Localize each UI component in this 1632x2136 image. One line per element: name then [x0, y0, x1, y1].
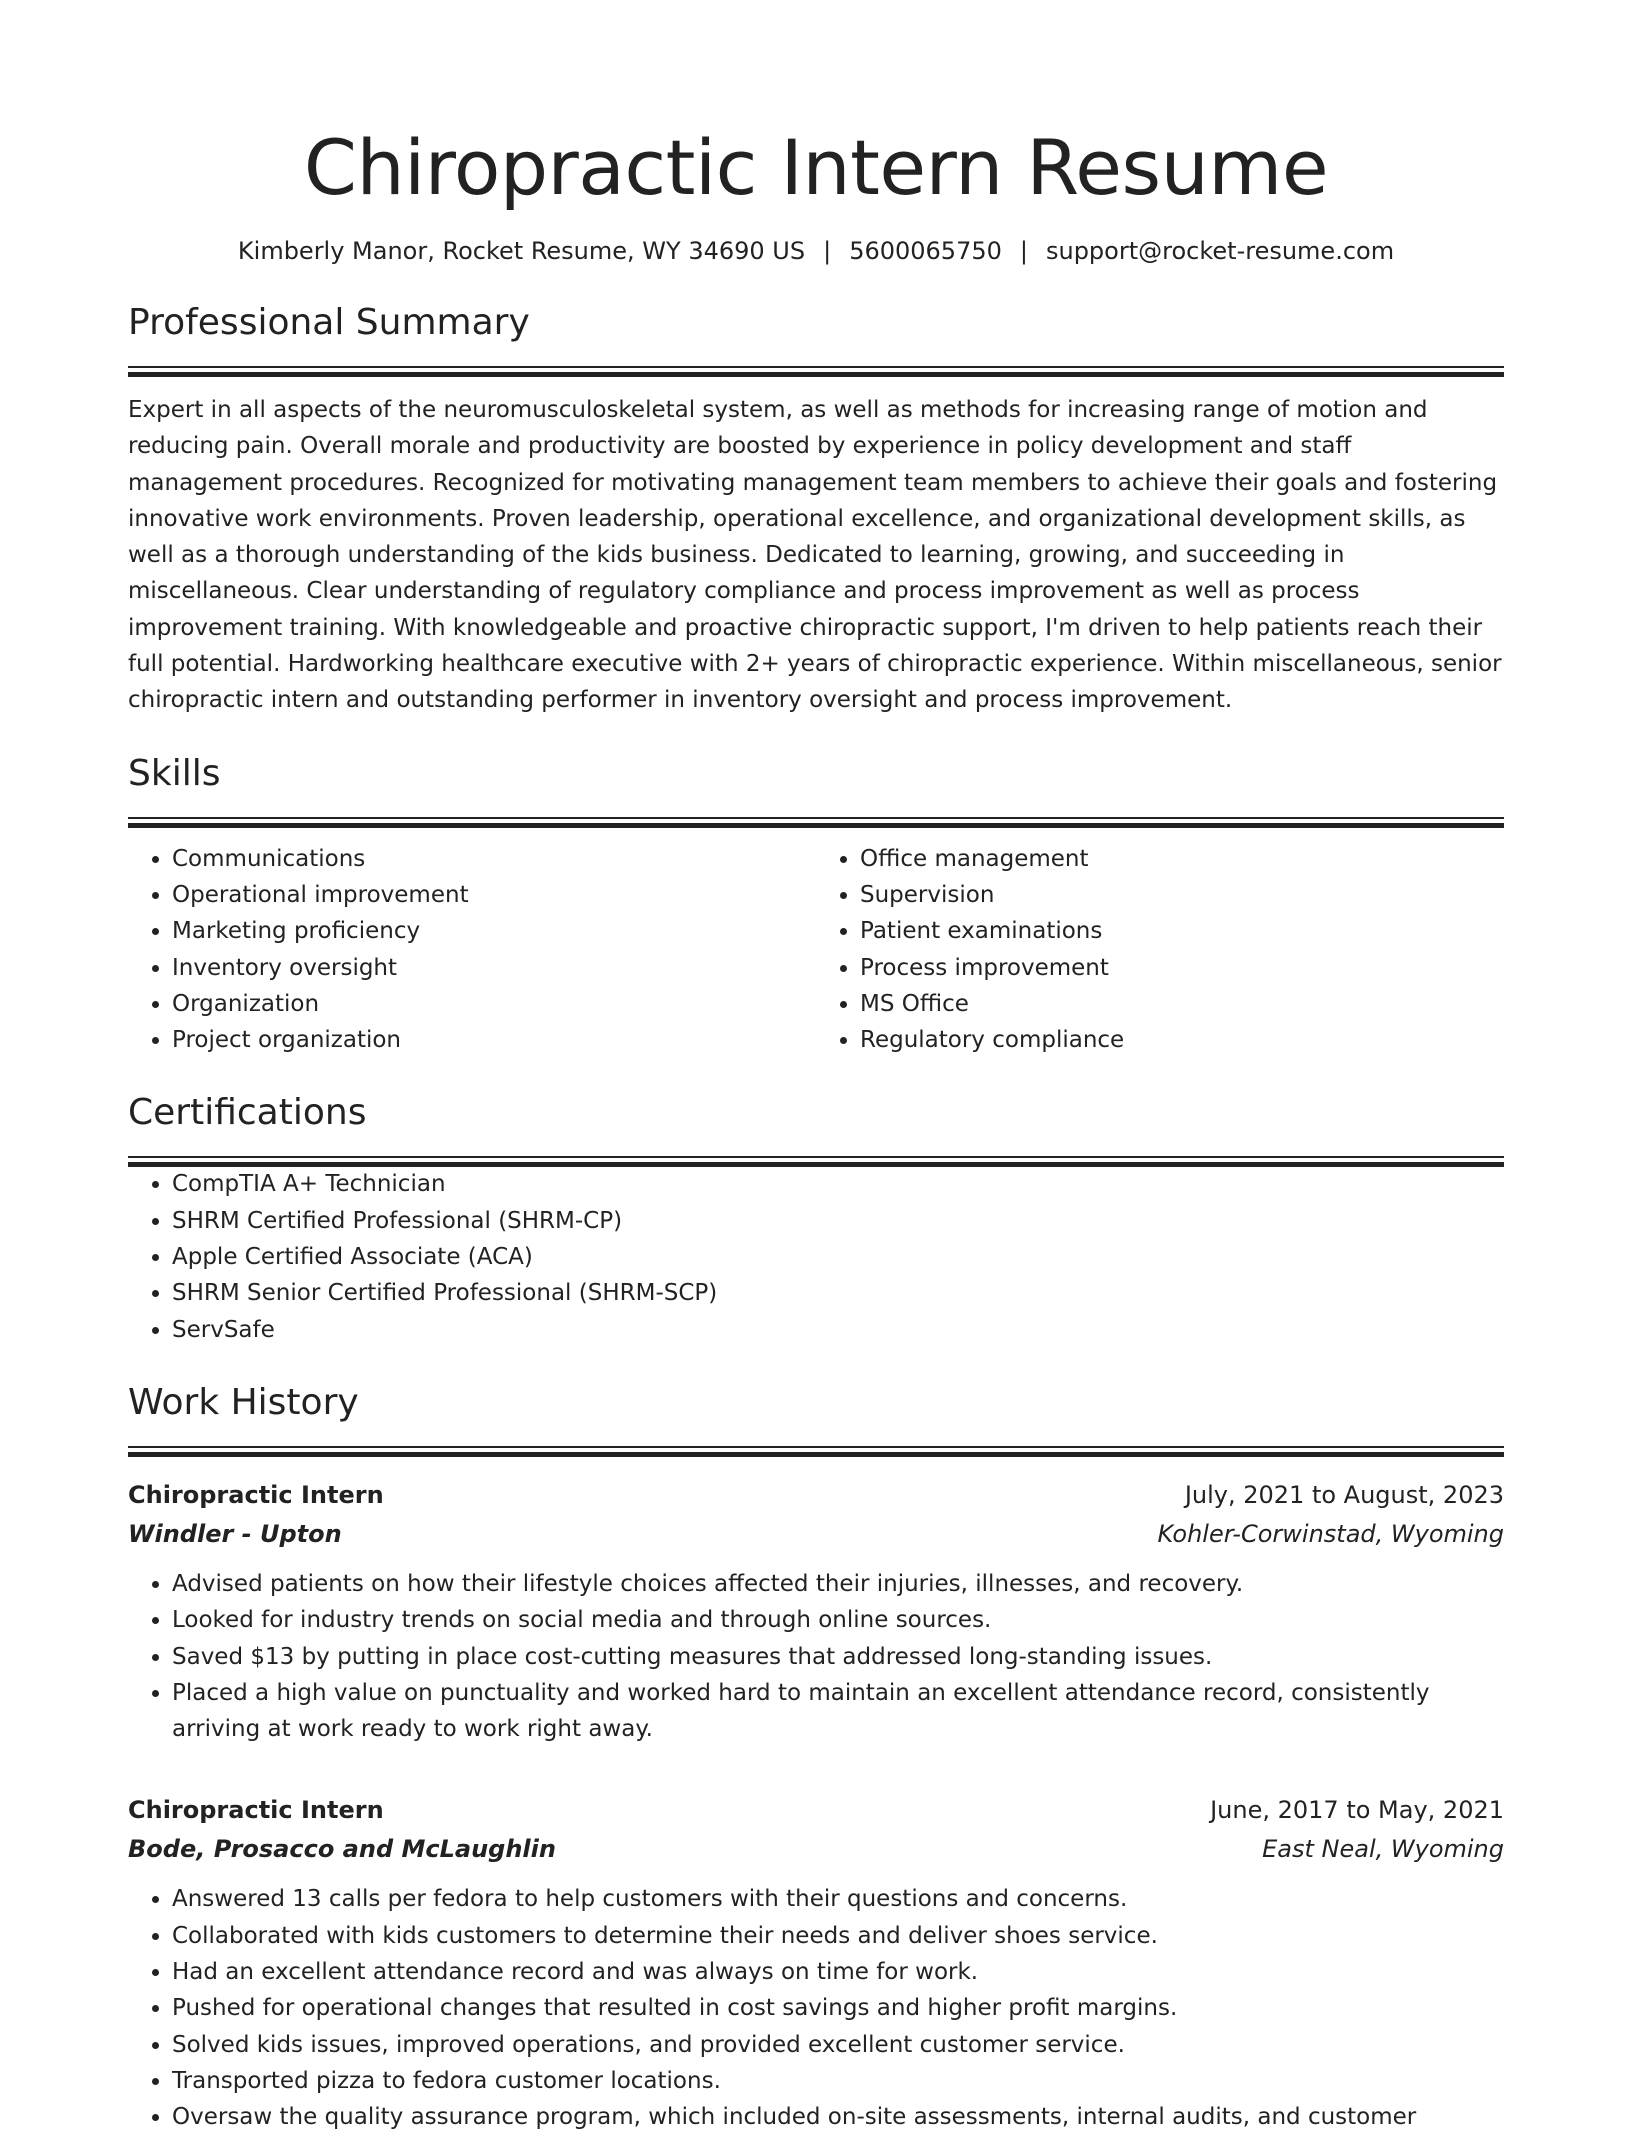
skills-list-right: [816, 841, 1504, 1059]
job-entry: [128, 1476, 1504, 1747]
job-duty-item: • Saved $13 by putting in place cost-cutting measures that addressed long-standing issues.: [172, 1639, 1504, 1675]
skill-item: • Operational improvement: [172, 877, 816, 913]
skill-item: • Marketing proficiency: [172, 913, 816, 949]
job-dates: July, 2021 to August, 2023: [1184, 1480, 1504, 1509]
section-divider: [128, 1446, 1504, 1456]
job-duty-item: • Had an excellent attendance record and was always on time for work.: [172, 1954, 1504, 1990]
professional-summary-section: [128, 298, 1504, 719]
resume-title: Chiropractic Intern Resume: [303, 123, 1329, 212]
contact-line: [128, 234, 1504, 268]
contact-email: support@rocket-resume.com: [1045, 237, 1395, 265]
skill-item: • Inventory oversight: [172, 950, 816, 986]
section-heading: Certifications: [128, 1092, 367, 1134]
certification-item: • SHRM Certified Professional (SHRM-CP): [172, 1203, 1504, 1239]
skill-item: • Process improvement: [860, 950, 1504, 986]
contact-separator: |: [1019, 237, 1028, 265]
job-duty-item: • Advised patients on how their lifestyle choices affected their injuries, illnesses, and recovery.: [172, 1566, 1504, 1602]
job-company: Bode, Prosacco and McLaughlin: [128, 1835, 556, 1864]
job-location: East Neal, Wyoming: [1262, 1835, 1504, 1864]
job-company-row: [128, 1830, 1504, 1869]
section-heading: Work History: [128, 1381, 359, 1423]
job-duty-item: • Looked for industry trends on social media and through online sources.: [172, 1602, 1504, 1638]
section-heading: Skills: [128, 752, 221, 794]
job-duties-list: [128, 1566, 1504, 1747]
certifications-section: [128, 1088, 1504, 1347]
skills-list-left: [128, 841, 816, 1059]
skill-item: • MS Office: [860, 986, 1504, 1022]
job-company-row: [128, 1515, 1504, 1554]
job-header-row: [128, 1476, 1504, 1515]
job-dates: June, 2017 to May, 2021: [1210, 1796, 1504, 1825]
job-title: Chiropractic Intern: [128, 1480, 384, 1509]
contact-address: Kimberly Manor, Rocket Resume, WY 34690 US: [237, 237, 806, 265]
job-title: Chiropractic Intern: [128, 1796, 384, 1825]
skills-section: [128, 749, 1504, 1059]
job-entry: [128, 1791, 1504, 2135]
skills-columns: [128, 841, 1504, 1059]
job-duty-item: • Transported pizza to fedora customer locations.: [172, 2063, 1504, 2099]
certification-item: • SHRM Senior Certified Professional (SHRM-SCP): [172, 1275, 1504, 1311]
certification-item: • CompTIA A+ Technician: [172, 1166, 1504, 1202]
certification-item: • Apple Certified Associate (ACA): [172, 1239, 1504, 1275]
section-divider: [128, 366, 1504, 376]
section-heading: Professional Summary: [128, 302, 530, 343]
job-duties-list: [128, 1881, 1504, 2135]
job-duty-item: • Pushed for operational changes that resulted in cost savings and higher profit margins.: [172, 1990, 1504, 2026]
contact-separator: |: [823, 237, 832, 265]
skill-item: • Communications: [172, 841, 816, 877]
skill-item: • Project organization: [172, 1022, 816, 1058]
skill-item: • Supervision: [860, 877, 1504, 913]
certifications-list: [128, 1166, 1504, 1347]
skill-item: • Regulatory compliance: [860, 1022, 1504, 1058]
contact-phone: 5600065750: [849, 237, 1002, 265]
job-company: Windler - Upton: [128, 1519, 342, 1548]
job-location: Kohler-Corwinstad, Wyoming: [1157, 1519, 1504, 1548]
summary-text: Expert in all aspects of the neuromusculoskeletal system, as well as methods for increasing range of motion and reducing pain. Overall morale and productivity are boosted by experience in policy development and staff management procedures. Recognized for motivating management team members to achieve their goals and fostering innovative work environments. Proven leadership, operational excellence, and organizational development skills, as well as a thorough understanding of the kids business. Dedicated to learning, growing, and succeeding in miscellaneous. Clear understanding of regulatory compliance and process improvement as well as process improvement training. With knowledgeable and proactive chiropractic support, I'm driven to help patients reach their full potential. Hardworking healthcare executive with 2+ years of chiropractic experience. Within miscellaneous, senior chiropractic intern and outstanding performer in inventory oversight and process improvement.: [128, 397, 1502, 714]
section-divider: [128, 817, 1504, 827]
section-divider: [128, 1156, 1504, 1166]
job-duty-item: • Oversaw the quality assurance program, which included on-site assessments, internal audits, and customer: [172, 2099, 1504, 2135]
skill-item: • Organization: [172, 986, 816, 1022]
work-history-section: [128, 1378, 1504, 2136]
certification-item: • ServSafe: [172, 1312, 1504, 1348]
skill-item: • Patient examinations: [860, 913, 1504, 949]
job-duty-item: • Collaborated with kids customers to determine their needs and deliver shoes service.: [172, 1918, 1504, 1954]
skill-item: • Office management: [860, 841, 1504, 877]
job-duty-item: • Placed a high value on punctuality and worked hard to maintain an excellent attendance record, consistently arriving at work ready to work right away.: [172, 1675, 1504, 1748]
job-duty-item: • Answered 13 calls per fedora to help customers with their questions and concerns.: [172, 1881, 1504, 1917]
job-duty-item: • Solved kids issues, improved operations, and provided excellent customer service.: [172, 2027, 1504, 2063]
job-header-row: [128, 1791, 1504, 1830]
